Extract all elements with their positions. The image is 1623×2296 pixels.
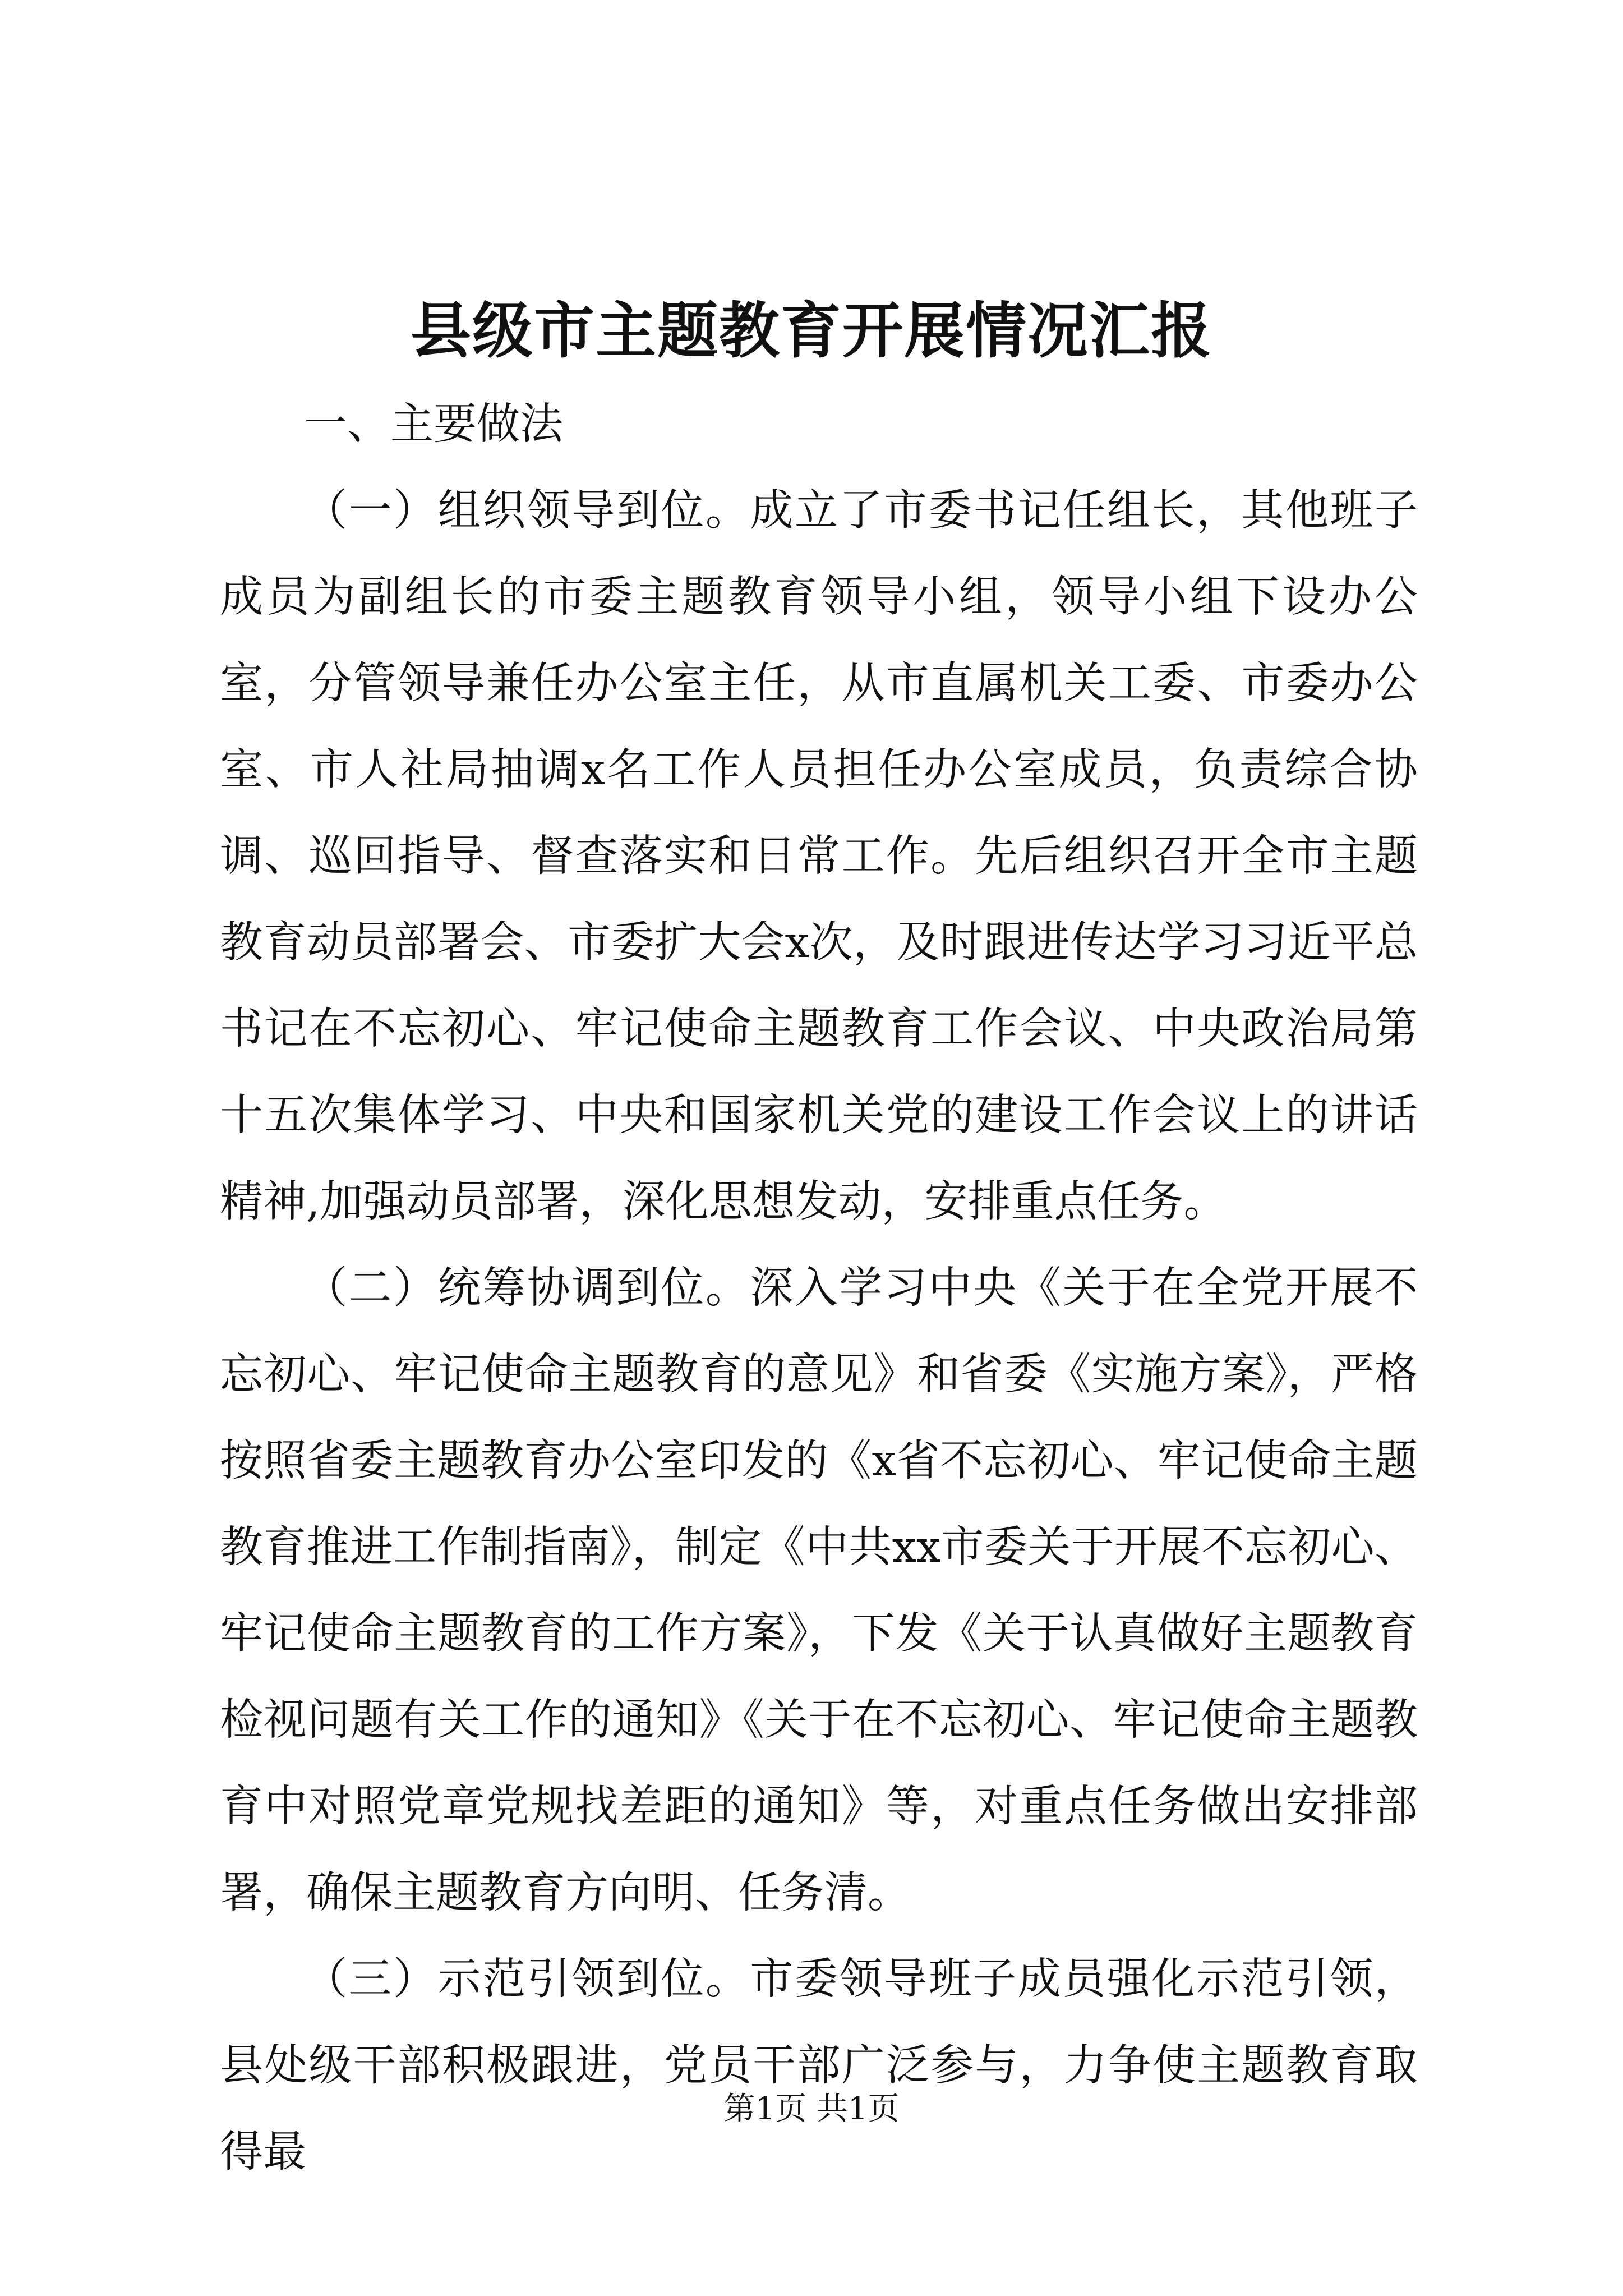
- document-body: [220, 381, 1418, 2196]
- paragraph-2: （二）统筹协调到位。深入学习中央《关于在全党开展不忘初心、牢记使命主题教育的意见》和省委《实施方案》，严格按照省委主题教育办公室印发的《x省不忘初心、牢记使命主题教育推进工作制指南》，制定《中共xx市委关于开展不忘初心、牢记使命主题教育的工作方案》，下发《关于认真做好主题教育检视问题有关工作的通知》《关于在不忘初心、牢记使命主题教育中对照党章党规找差距的通知》等，对重点任务做出安排部署，确保主题教育方向明、任务清。: [220, 1263, 1418, 1918]
- document-title: 县级市主题教育开展情况汇报: [410, 296, 1212, 366]
- paragraph-3: （三）示范引领到位。市委领导班子成员强化示范引领，县处级干部积极跟进，党员干部广泛参与，力争使主题教育取得最: [220, 1954, 1418, 2177]
- paragraph-1: （一）组织领导到位。成立了市委书记任组长，其他班子成员为副组长的市委主题教育领导小组，领导小组下设办公室，分管领导兼任办公室主任，从市直属机关工委、市委办公室、市人社局抽调x名工作人员担任办公室成员，负责综合协调、巡回指导、督查落实和日常工作。先后组织召开全市主题教育动员部署会、市委扩大会x次，及时跟进传达学习习近平总书记在不忘初心、牢记使命主题教育工作会议、中央政治局第十五次集体学习、中央和国家机关党的建设工作会议上的讲话精神,加强动员部署，深化思想发动，安排重点任务。: [220, 486, 1418, 1227]
- section-heading: 一、主要做法: [304, 399, 563, 449]
- page-footer: 第1页 共1页: [723, 2091, 900, 2127]
